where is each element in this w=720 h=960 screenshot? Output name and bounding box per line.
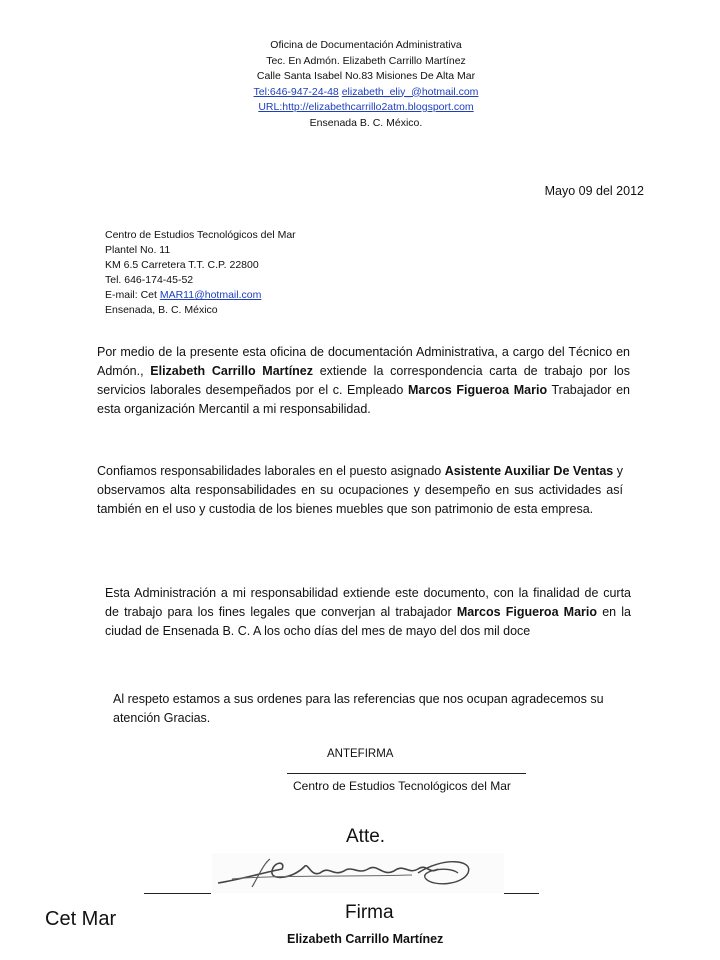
text-run: Trabajador en esta organización Mercantil a mi responsabilidad. xyxy=(97,383,630,416)
recipient-city: Ensenada, B. C. México xyxy=(105,304,218,316)
letterhead xyxy=(0,38,720,131)
antefirma-label: ANTEFIRMA xyxy=(327,748,394,760)
signature-line-right xyxy=(504,893,539,894)
paragraph-closing: Al respeto estamos a sus ordenes para las referencias que nos ocupan agradecemos su atención Gracias. xyxy=(113,692,604,725)
recipient-address: KM 6.5 Carretera T.T. C.P. 22800 xyxy=(105,259,259,271)
letterhead-city: Ensenada B. C. México. xyxy=(309,116,423,129)
bold-position: Asistente Auxiliar De Ventas xyxy=(444,464,614,478)
antefirma-organization: Centro de Estudios Tecnológicos del Mar xyxy=(293,779,511,793)
cet-mar-label: Cet Mar xyxy=(45,908,117,930)
text-run: Confiamos responsabilidades laborales en el puesto asignado xyxy=(97,464,445,478)
atte-label: Atte. xyxy=(346,826,386,847)
signature-line-left xyxy=(144,893,211,894)
text-run: y observamos alta responsabilidades en su ocupaciones y desempeño en sus actividades así también en el uso y custodia de los bienes muebles que son patrimonio de esta empresa. xyxy=(97,464,623,516)
signature-scribble xyxy=(212,853,504,893)
recipient-email-link[interactable]: MAR11@hotmail.com xyxy=(159,289,262,301)
letterhead-title: Tec. En Admón. Elizabeth Carrillo Martínez xyxy=(266,54,466,67)
phone-link[interactable]: Tel:646-947-24-48 xyxy=(253,85,339,98)
recipient-campus: Plantel No. 11 xyxy=(105,244,171,256)
bold-employee: Marcos Figueroa Mario xyxy=(456,605,598,619)
text-run: extiende la correspondencia carta de trabajo por los servicios laborales desempeñados por el c. Empleado xyxy=(97,364,631,397)
paragraph-purpose xyxy=(105,584,631,641)
letterhead-address: Calle Santa Isabel No.83 Misiones De Alta Mar xyxy=(256,70,476,82)
letterhead-office: Oficina de Documentación Administrativa xyxy=(270,39,462,51)
email-link[interactable]: elizabeth_eliy_@hotmail.com xyxy=(341,85,479,98)
firma-label: Firma xyxy=(345,902,394,923)
website-link[interactable]: URL:http://elizabethcarrillo2atm.blogsport.com xyxy=(258,101,474,113)
letterhead-contact xyxy=(0,85,720,101)
antefirma-line xyxy=(287,773,526,774)
bold-employee: Marcos Figueroa Mario xyxy=(407,383,548,397)
paragraph-intro xyxy=(97,343,630,419)
letter-date: Mayo 09 del 2012 xyxy=(544,184,644,198)
recipient-email-line xyxy=(105,288,296,303)
paragraph-position xyxy=(97,462,623,519)
text-run: Esta Administración a mi responsabilidad extiende este documento, con la finalidad de curta de trabajo para los fines legales que converjan al trabajador xyxy=(105,586,631,619)
signature-image xyxy=(212,853,504,893)
text-run: Por medio de la presente esta oficina de documentación Administrativa, a cargo del Técnico en Admón., xyxy=(97,345,630,378)
recipient-name: Centro de Estudios Tecnológicos del Mar xyxy=(105,229,296,241)
recipient-block xyxy=(105,228,296,318)
recipient-email-prefix: E-mail: Cet xyxy=(105,289,160,301)
bold-name: Elizabeth Carrillo Martínez xyxy=(150,364,314,378)
text-run: en la ciudad de Ensenada B. C. A los ocho días del mes de mayo del dos mil doce xyxy=(105,605,631,638)
signatory-name: Elizabeth Carrillo Martínez xyxy=(287,932,444,946)
recipient-phone: Tel. 646-174-45-52 xyxy=(105,274,194,286)
